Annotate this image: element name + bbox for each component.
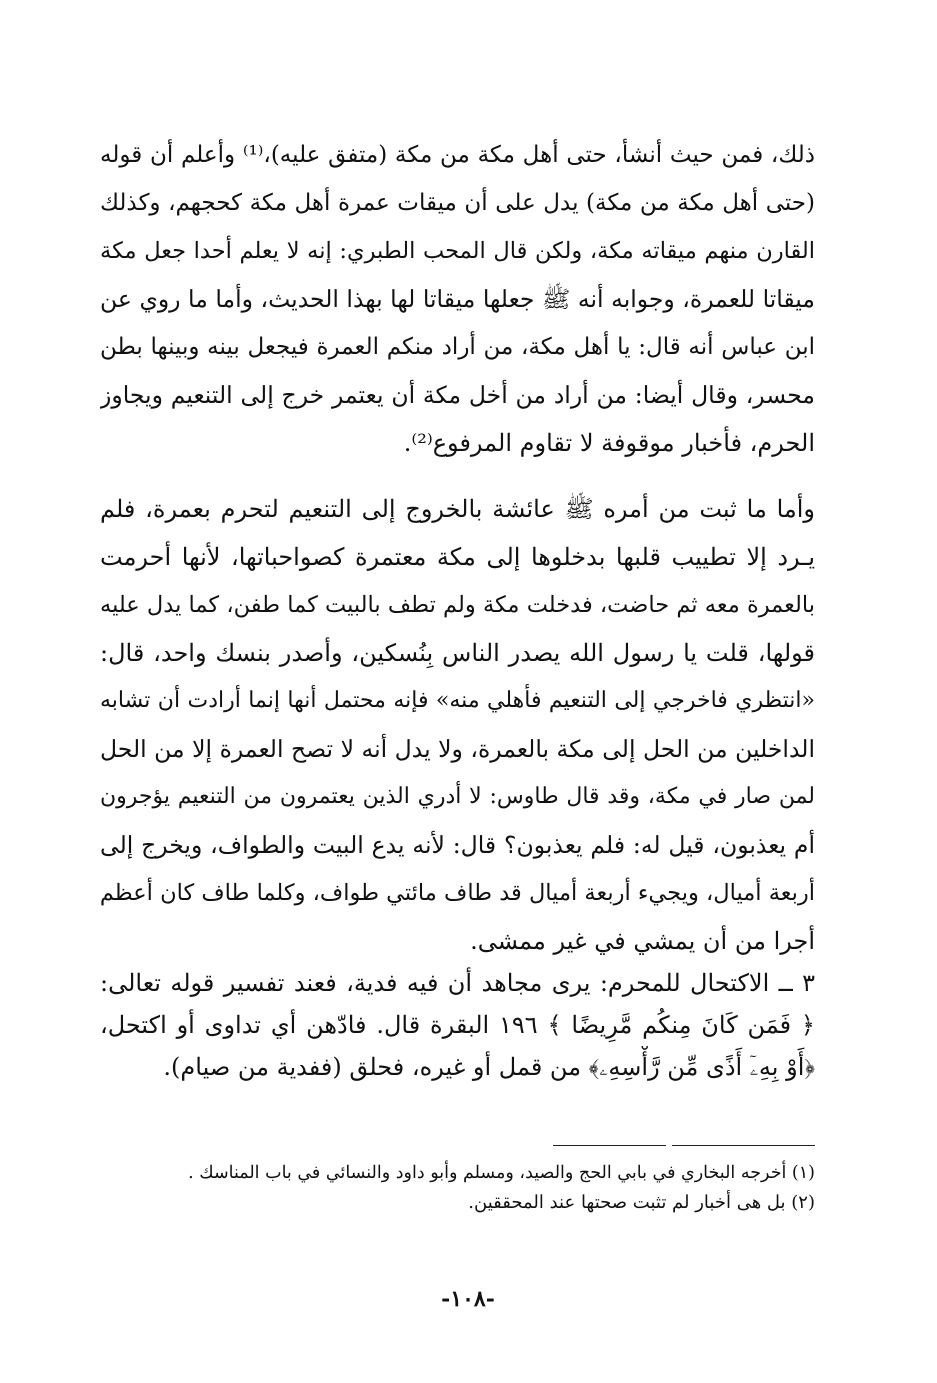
text-line: قولها، قلت يا رسول الله يصدر الناس بِنُسكين، وأصدر بنسك واحد، قال: bbox=[100, 639, 815, 667]
paragraph-1 bbox=[100, 131, 815, 467]
text-line: أم يعذبون، قيل له: فلم يعذبون؟ قال: لأنه يدع البيت والطواف، ويخرج إلى bbox=[100, 831, 815, 859]
page-number: -١٠٨- bbox=[441, 1286, 495, 1312]
text-line: أجرا من أن يمشي في غير ممشى. bbox=[470, 927, 815, 955]
paragraph-2 bbox=[100, 485, 815, 965]
text-line: القارن منهم ميقاته مكة، ولكن قال المحب الطبري: إنه لا يعلم أحدا جعل مكة bbox=[100, 238, 815, 264]
text-line: ميقاتا للعمرة، وجوابه أنه ﷺ جعلها ميقاتا لها بهذا الحديث، وأما ما روي عن bbox=[100, 285, 815, 313]
text-line: ﴿ فَمَن كَانَ مِنكُم مَّرِيضًا ﴾ ١٩٦ البقرة قال. فادّهن أي تداوى أو اكتحل، bbox=[100, 1011, 815, 1039]
text-line: (حتى أهل مكة من مكة) يدل على أن ميقات عمرة أهل مكة كحجهم، وكذلك bbox=[100, 190, 815, 216]
footnote-2: (٢) بل هى أخبار لم تثبت صحتها عند المحققين. bbox=[468, 1192, 815, 1213]
text-line: الداخلين من الحل إلى مكة بالعمرة، ولا يدل أنه لا تصح العمرة إلا من الحل bbox=[100, 735, 815, 763]
text-line: لمن صار في مكة، وقد قال طاوس: لا أدري الذين يعتمرون من التنعيم يؤجرون bbox=[100, 784, 815, 809]
footnote-1: (١) أخرجه البخاري في بابي الحج والصيد، ومسلم وأبو داود والنسائي في باب المناسك . bbox=[188, 1163, 815, 1183]
text-line: ذلك، فمن حيث أنشأ، حتى أهل مكة من مكة (متفق عليه)،⁽¹⁾ وأعلم أن قوله bbox=[100, 142, 815, 168]
paragraph-3 bbox=[100, 962, 815, 1088]
text-line: «انتظري فاخرجي إلى التنعيم فأهلي منه» فإنه محتمل أنها إنما أرادت أن تشابه bbox=[100, 688, 815, 713]
footnotes bbox=[180, 1158, 815, 1218]
footnote-separator bbox=[553, 1145, 815, 1146]
text-line: ٣ ــ الاكتحال للمحرم: يرى مجاهد أن فيه فدية، فعند تفسير قوله تعالى: bbox=[100, 969, 815, 997]
text-line: وأما ما ثبت من أمره ﷺ عائشة بالخروج إلى التنعيم لتحرم بعمرة، فلم bbox=[100, 495, 815, 523]
text-line: الحرم، فأخبار موقوفة لا تقاوم المرفوع⁽²⁾. bbox=[403, 429, 815, 457]
text-line: بالعمرة معه ثم حاضت، فدخلت مكة ولم تطف بالبيت كما طفن، كما يدل عليه bbox=[100, 592, 815, 618]
text-line: يـرد إلا تطييب قلبها بدخلوها إلى مكة معتمرة كصواحباتها، لأنها أحرمت bbox=[100, 543, 815, 571]
text-line: ابن عباس أنه قال: يا أهل مكة، من أراد منكم العمرة فيجعل بينه وبينها بطن bbox=[100, 334, 815, 360]
text-line: أربعة أميال، ويجيء أربعة أميال قد طاف مائتي طواف، وكلما طاف كان أعظم bbox=[100, 880, 815, 906]
text-line: محسر، وقال أيضا: من أراد من أخل مكة أن يعتمر خرج إلى التنعيم ويجاوز bbox=[100, 381, 815, 409]
text-line: ﴿أَوْ بِهِۦٓ أَذًى مِّن رَّأْسِهِۦ﴾ من قمل أو غيره، فحلق (ففدية من صيام). bbox=[163, 1053, 815, 1081]
